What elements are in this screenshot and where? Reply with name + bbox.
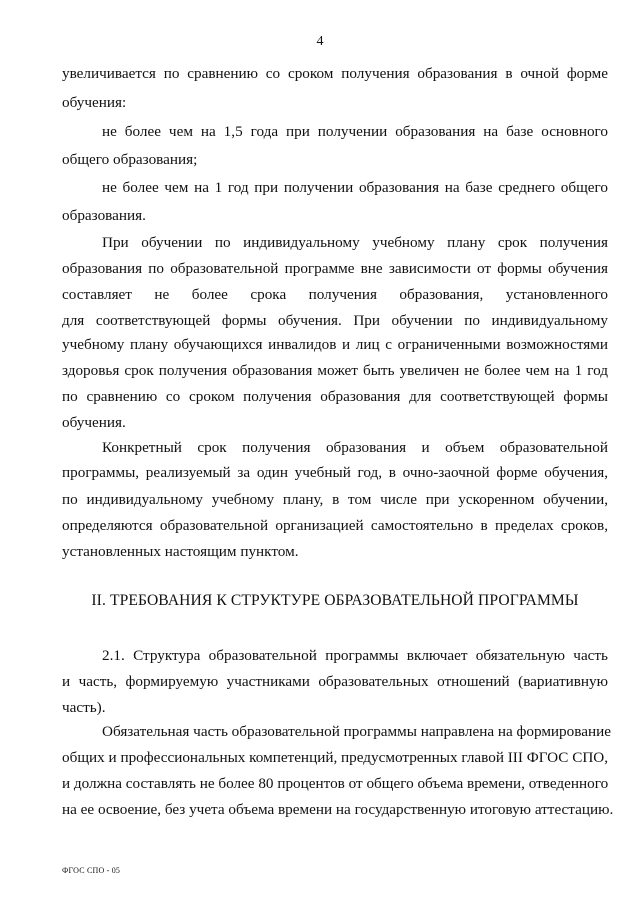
- text-line: часть).: [62, 699, 106, 716]
- text-line: образования по образовательной программе вне зависимости от формы обучения: [62, 260, 608, 277]
- text-line: увеличивается по сравнению со сроком получения образования в очной форме: [62, 65, 608, 82]
- text-line: составляет не более срока получения образования, установленного: [62, 286, 608, 303]
- text-line: по сравнению со сроком получения образования для соответствующей формы: [62, 388, 608, 405]
- text-line: не более чем на 1 год при получении образования на базе среднего общего: [102, 179, 608, 196]
- text-line: установленных настоящим пунктом.: [62, 543, 299, 560]
- page-number: 4: [316, 34, 324, 49]
- text-line: При обучении по индивидуальному учебному плану срок получения: [102, 234, 608, 251]
- text-line: и часть, формируемую участниками образовательных отношений (вариативную: [62, 673, 608, 690]
- text-line: учебному плану обучающихся инвалидов и лиц с ограниченными возможностями: [62, 336, 608, 353]
- text-line: Обязательная часть образовательной программы направлена на формирование: [102, 723, 611, 740]
- text-line: обучения:: [62, 94, 127, 111]
- text-line: здоровья срок получения образования может быть увеличен не более чем на 1 год: [62, 362, 608, 379]
- text-line: общих и профессиональных компетенций, предусмотренных главой III ФГОС СПО,: [62, 749, 609, 766]
- text-line: 2.1. Структура образовательной программы включает обязательную часть: [102, 647, 608, 664]
- footer-code: ФГОС СПО - 05: [62, 866, 121, 875]
- text-line: для соответствующей формы обучения. При обучении по индивидуальному: [62, 312, 608, 329]
- text-line: определяются образовательной организацией самостоятельно в пределах сроков,: [62, 517, 608, 534]
- text-line: на ее освоение, без учета объема времени на государственную итоговую аттестацию.: [62, 801, 614, 818]
- text-line: образования.: [62, 207, 146, 224]
- text-line: и должна составлять не более 80 процентов от общего объема времени, отведенного: [62, 775, 609, 792]
- section-heading: II. ТРЕБОВАНИЯ К СТРУКТУРЕ ОБРАЗОВАТЕЛЬНОЙ ПРОГРАММЫ: [91, 592, 579, 609]
- text-line: по индивидуальному учебному плану, в том числе при ускоренном обучении,: [62, 491, 608, 508]
- text-line: обучения.: [62, 414, 126, 431]
- text-line: общего образования;: [62, 151, 198, 168]
- text-line: Конкретный срок получения образования и объем образовательной: [102, 439, 608, 456]
- text-line: программы, реализуемый за один учебный год, в очно-заочной форме обучения,: [62, 464, 608, 481]
- text-line: не более чем на 1,5 года при получении образования на базе основного: [102, 123, 608, 140]
